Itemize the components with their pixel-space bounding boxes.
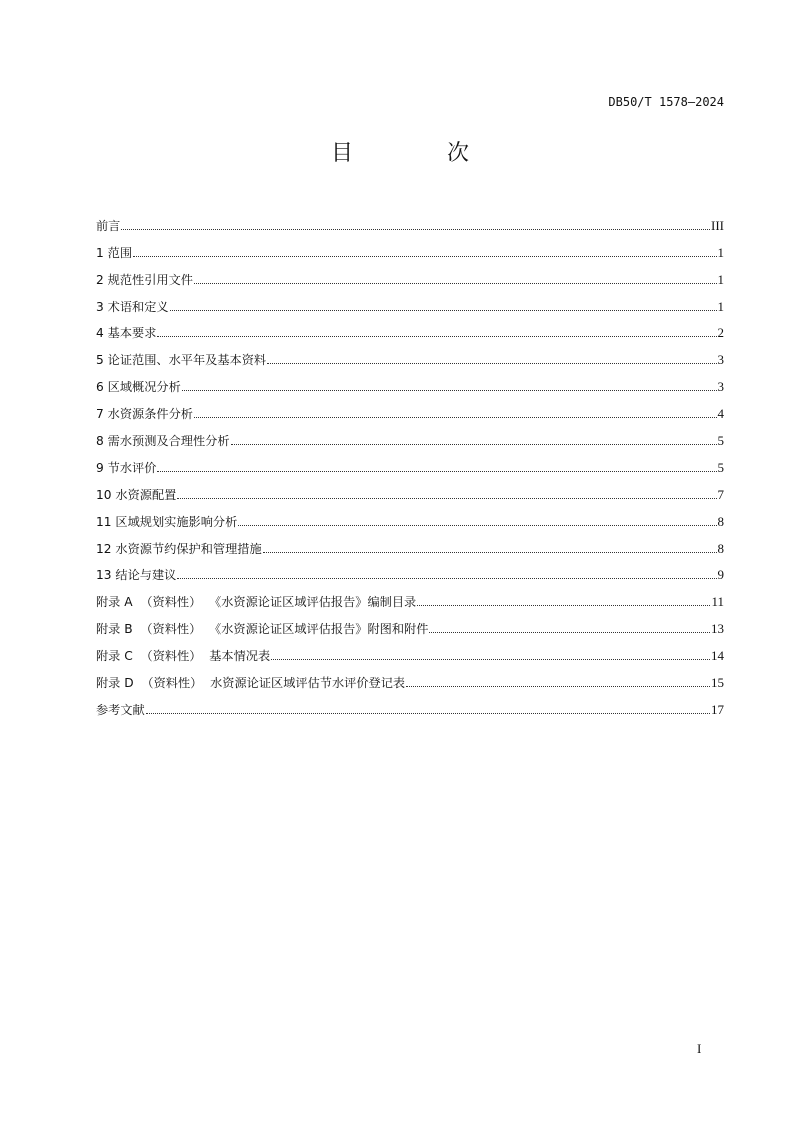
toc-entry[interactable] (96, 638, 724, 665)
toc-entry-page: 5 (717, 459, 724, 475)
toc-entry-page: 13 (711, 621, 724, 637)
toc-entry-label: 参考文献 (96, 702, 145, 717)
dot-leader (157, 335, 716, 337)
dot-leader (121, 228, 710, 230)
toc-entry[interactable] (96, 316, 724, 343)
dot-leader (231, 443, 717, 445)
toc-entry-page: 15 (711, 675, 724, 691)
dot-leader (267, 362, 716, 364)
dot-leader (238, 524, 716, 526)
toc-entry[interactable] (96, 369, 724, 396)
toc-entry[interactable] (96, 208, 724, 235)
toc-entry[interactable] (96, 558, 724, 585)
toc-entry-page: 11 (711, 594, 724, 610)
dot-leader (146, 712, 710, 714)
toc-entry-label: 附录 C （资料性） 基本情况表 (96, 649, 271, 664)
toc-entry-label: 3 术语和定义 (96, 299, 169, 314)
toc-entry-page: 2 (717, 325, 724, 341)
toc-entry-label: 5 论证范围、水平年及基本资料 (96, 353, 267, 368)
toc-entry-label: 附录 A （资料性） 《水资源论证区域评估报告》编制目录 (96, 595, 417, 610)
toc-entry[interactable] (96, 423, 724, 450)
toc-entry[interactable] (96, 289, 724, 316)
toc-entry-page: 7 (717, 486, 724, 502)
toc-entry-page: 1 (717, 244, 724, 260)
dot-leader (133, 255, 716, 257)
page-number: I (697, 1041, 702, 1056)
toc-entry-page: 3 (717, 379, 724, 395)
toc-entry-label: 8 需水预测及合理性分析 (96, 434, 230, 449)
toc-entry-label: 2 规范性引用文件 (96, 272, 193, 287)
dot-leader (406, 685, 710, 687)
dot-leader (429, 631, 710, 633)
toc-entry[interactable] (96, 692, 724, 719)
toc-entry[interactable] (96, 584, 724, 611)
toc-entry-label: 附录 B （资料性） 《水资源论证区域评估报告》附图和附件 (96, 622, 429, 637)
dot-leader (194, 416, 717, 418)
toc-entry-label: 1 范围 (96, 245, 133, 260)
toc-entry-page: 3 (717, 352, 724, 368)
toc-entry[interactable] (96, 396, 724, 423)
toc-entry-page: 5 (717, 433, 724, 449)
toc-entry[interactable] (96, 504, 724, 531)
toc-entry-label: 前言 (96, 218, 121, 233)
toc-entry[interactable] (96, 665, 724, 692)
dot-leader (417, 604, 710, 606)
dot-leader (194, 282, 717, 284)
toc-entry-label: 11 区域规划实施影响分析 (96, 514, 238, 529)
toc-entry[interactable] (96, 235, 724, 262)
toc-entry-label: 12 水资源节约保护和管理措施 (96, 541, 262, 556)
toc-entry-page: 8 (717, 513, 724, 529)
table-of-contents (96, 208, 724, 719)
toc-entry-label: 附录 D （资料性） 水资源论证区域评估节水评价登记表 (96, 676, 406, 691)
toc-entry-page: III (711, 217, 724, 233)
toc-entry-page: 14 (711, 648, 724, 664)
document-code: DB50/T 1578—2024 (608, 95, 724, 109)
toc-entry[interactable] (96, 450, 724, 477)
toc-entry[interactable] (96, 262, 724, 289)
toc-entry-label: 10 水资源配置 (96, 487, 177, 502)
toc-entry[interactable] (96, 342, 724, 369)
toc-entry-page: 8 (717, 540, 724, 556)
toc-entry-label: 13 结论与建议 (96, 568, 177, 583)
toc-entry-label: 4 基本要求 (96, 326, 157, 341)
dot-leader (157, 470, 716, 472)
toc-entry-page: 17 (711, 701, 724, 717)
toc-entry[interactable] (96, 531, 724, 558)
toc-entry-page: 1 (717, 271, 724, 287)
dot-leader (177, 577, 716, 579)
dot-leader (177, 497, 716, 499)
toc-entry[interactable] (96, 611, 724, 638)
toc-entry-page: 4 (717, 406, 724, 422)
dot-leader (271, 658, 710, 660)
page-title: 目 次 (330, 141, 505, 166)
toc-entry-label: 7 水资源条件分析 (96, 407, 193, 422)
toc-entry-label: 9 节水评价 (96, 460, 157, 475)
toc-entry-label: 6 区域概况分析 (96, 380, 181, 395)
toc-entry-page: 1 (717, 298, 724, 314)
dot-leader (170, 309, 717, 311)
toc-entry[interactable] (96, 477, 724, 504)
dot-leader (263, 551, 717, 553)
dot-leader (182, 389, 717, 391)
toc-entry-page: 9 (717, 567, 724, 583)
